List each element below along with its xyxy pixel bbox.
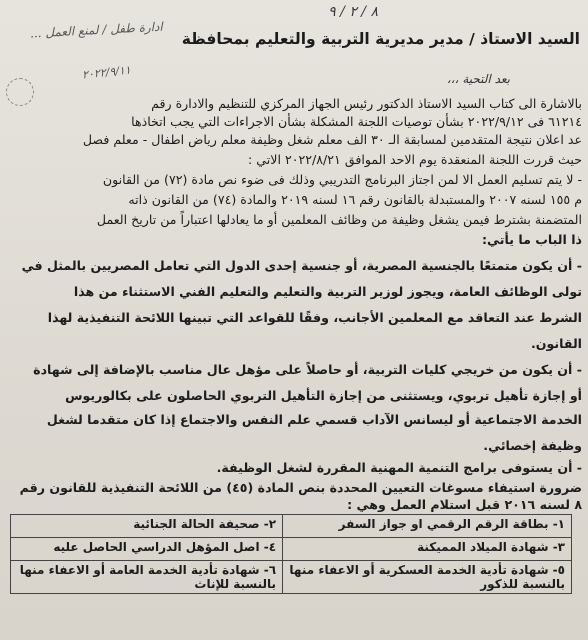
addressee-header: السيد الاستاذ / مدير مديرية التربية والتعليم بمحافظة xyxy=(181,30,580,48)
body-line: م ١٥٥ لسنه ٢٠٠٧ والمستبدلة بالقانون رقم ١٦ لسنه ٢٠١٩ والمادة (٧٤) من القانون ذاته xyxy=(128,192,582,207)
body-line: القانون. xyxy=(531,336,582,351)
body-line: ضرورة استيفاء مسوغات التعيين المحددة بنص المادة (٤٥) من اللائحة التنفيذية للقانون رقم xyxy=(19,480,582,495)
required-documents-table xyxy=(10,514,572,594)
table-cell: ٥- شهادة تأدية الخدمة العسكرية أو الاعفاء منها بالنسبة للذكور xyxy=(283,561,572,594)
body-line: تولى الوظائف العامة، ويجوز لوزير التربية والتعليم والتعليم الفني الاستثناء من هذا xyxy=(73,284,582,299)
body-line: حيث قررت اللجنة المنعقدة يوم الاحد الموافق ٢٠٢٢/٨/٢١ الاتي : xyxy=(248,152,582,167)
body-line: عد اعلان نتيجة المتقدمين لمسابقة الـ ٣٠ الف معلم شغل وظيفة معلم رياض اطفال - معلم فصل xyxy=(82,132,582,147)
table-cell: ٤- اصل المؤهل الدراسي الحاصل عليه xyxy=(11,538,283,561)
body-line: - لا يتم تسليم العمل الا لمن اجتاز البرنامج التدريبي وذلك فى ضوء نص مادة (٧٢) من القانون xyxy=(102,172,582,187)
table-cell: ١- بطاقة الرقم الرقمي او جواز السفر xyxy=(283,515,572,538)
body-line: - أن يكون متمتعًا بالجنسية المصرية، أو جنسية إحدى الدول التي تعامل المصريين بالمثل في xyxy=(21,258,582,273)
body-line: - أن يستوفى برامج التنمية المهنية المقررة لشغل الوظيفة. xyxy=(216,460,582,475)
body-line: الخدمة الاجتماعية أو ليسانس الآداب قسمي علم النفس والاجتماع إذا كان متقدما لشغل xyxy=(46,412,582,427)
table-cell: ٦- شهادة تأدية الخدمة العامة أو الاعفاء منها بالنسبة للإناث xyxy=(11,561,283,594)
body-line: المتضمنة بشترط فيمن يشغل وظيفة من وظائف المعلمين أو ما يعادلها اعتباراً من تاريخ العمل xyxy=(96,212,582,227)
stamp-mark xyxy=(6,78,34,106)
table-row xyxy=(11,515,572,538)
table-row xyxy=(11,561,572,594)
handwritten-note: ادارة طفل / لمنع العمل ... xyxy=(29,19,164,41)
table-row xyxy=(11,538,572,561)
greeting: بعد التحية ،،، xyxy=(446,72,510,86)
body-line: الشرط عند التعاقد مع المعلمين الأجانب، وفقًا للقواعد التي تبينها اللائحة التنفيذية لهذا xyxy=(47,310,582,325)
body-line: - أن يكون من خريجي كليات التربية، أو حاصلاً على مؤهل عال مناسب بالإضافة إلى شهادة xyxy=(33,362,582,377)
handwritten-number: ٨ / ٢ / ٩ xyxy=(328,4,378,20)
body-line: بالاشارة الى كتاب السيد الاستاذ الدكتور رئيس الجهاز المركزي للتنظيم والادارة رقم xyxy=(151,96,582,111)
body-line: وظيفة إخصائي. xyxy=(483,438,582,453)
handwritten-date: ٢٠٢٢/٩/١١ xyxy=(81,63,132,82)
table-cell: ٣- شهادة الميلاد المميكنة xyxy=(283,538,572,561)
body-line: ٦١٢١٤ فى ٢٠٢٢/٩/١٢ بشأن توصيات اللجنة المشكلة بشأن الاجراءات التي يجب اتخاذها xyxy=(131,114,582,129)
body-line: ذا الباب ما يأتي: xyxy=(482,232,582,247)
body-line: ٨ لسنه ٢٠١٦ قبل استلام العمل وهي : xyxy=(347,497,582,512)
body-line: أو إجازة تأهيل تربوي، ويستثنى من إجازة التأهيل التربوي الحاصلون على بكالوريوس xyxy=(65,388,582,403)
table-cell: ٢- صحيفة الحالة الجنائية xyxy=(11,515,283,538)
